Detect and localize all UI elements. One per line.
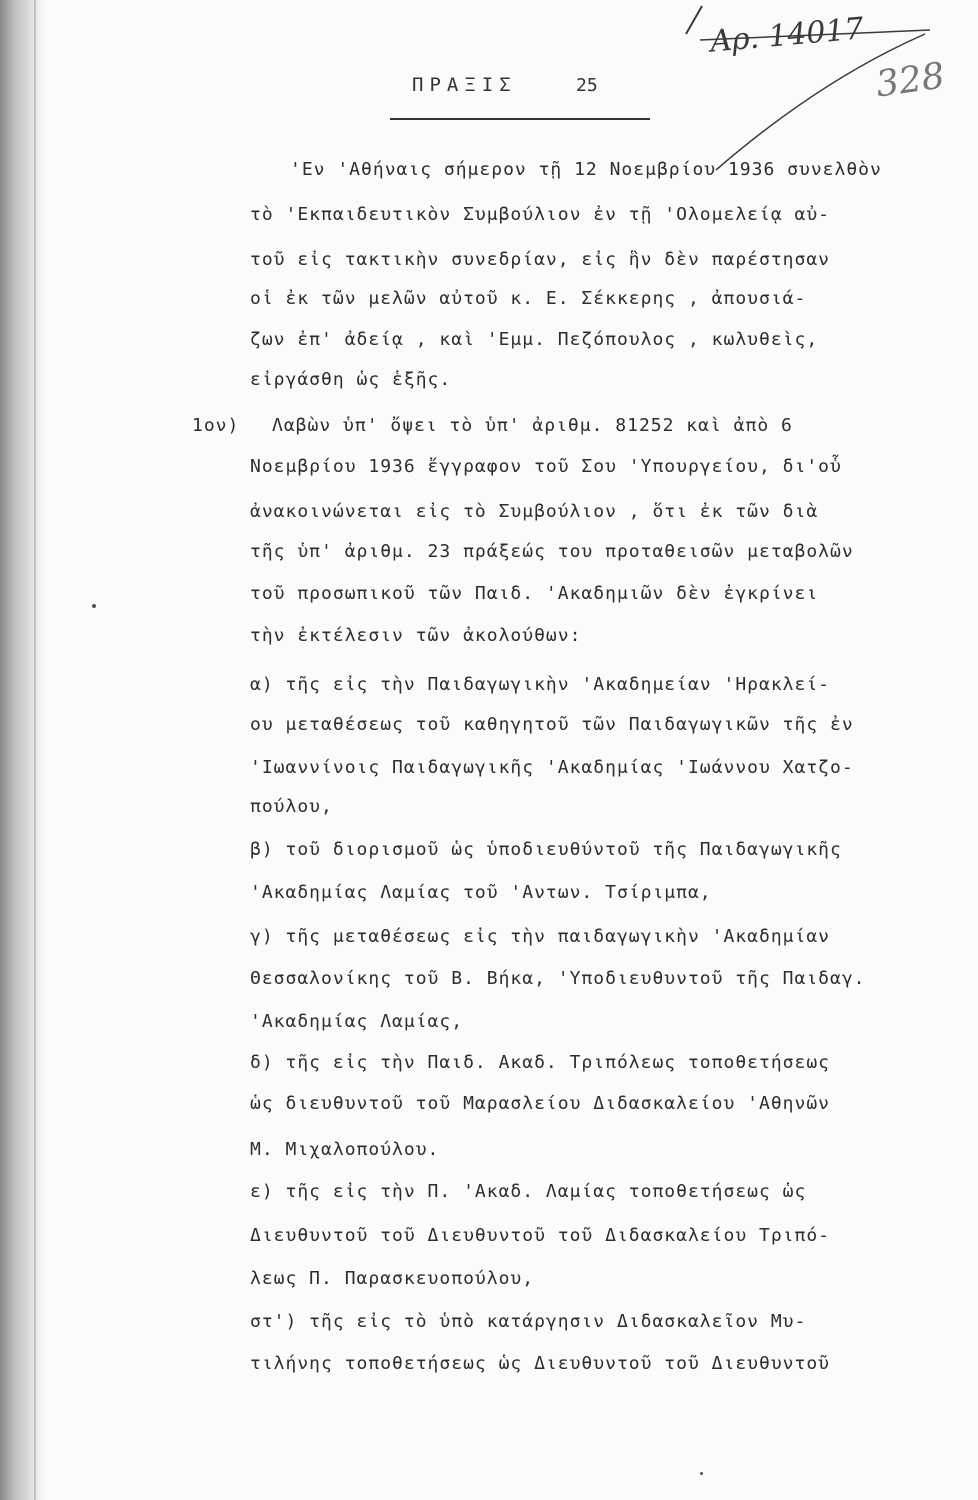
margin-speck — [700, 1472, 703, 1475]
text-line: Μ. Μιχαλοπούλου. — [250, 1139, 440, 1160]
text-line: ε) τῆς εἰς τὴν Π. 'Ακαδ. Λαμίας τοποθετήσεως ὡς — [250, 1181, 807, 1202]
item-number: 1ον) — [192, 415, 240, 436]
document-title: ΠΡΑΞΙΣ — [412, 74, 517, 96]
text-line: τὴν ἐκτέλεσιν τῶν ἀκολούθων: — [250, 625, 582, 646]
text-line: δ) τῆς εἰς τὴν Παιδ. Ακαδ. Τριπόλεως τοποθετήσεως — [250, 1052, 831, 1073]
text-line: 'Εν 'Αθήναις σήμερον τῇ 12 Νοεμβρίου 1936 συνελθὸν — [290, 159, 882, 180]
stamp-slash-stroke — [686, 6, 702, 34]
text-line: στ') τῆς εἰς τὸ ὑπὸ κατάργησιν Διδασκαλεῖον Μυ- — [250, 1311, 807, 1332]
text-line: τοῦ προσωπικοῦ τῶν Παιδ. 'Ακαδημιῶν δὲν ἐγκρίνει — [250, 583, 819, 604]
text-line: τὸ 'Εκπαιδευτικὸν Συμβούλιον ἐν τῇ 'Ολομελείᾳ αὐ- — [250, 204, 831, 225]
text-line: ζων ἐπ' ἀδείᾳ , καὶ 'Εμμ. Πεζόπουλος , κωλυθεὶς, — [250, 329, 819, 350]
text-line: εἰργάσθη ὡς ἑξῆς. — [250, 369, 452, 390]
text-line: ου μεταθέσεως τοῦ καθηγητοῦ τῶν Παιδαγωγικῶν τῆς ἐν — [250, 714, 854, 735]
text-line: Θεσσαλονίκης τοῦ Β. Βήκα, 'Υποδιευθυντοῦ τῆς Παιδαγ. — [250, 968, 866, 989]
text-line: τῆς ὑπ' ἀριθμ. 23 πράξεώς του προταθεισῶν μεταβολῶν — [250, 541, 854, 562]
protocol-number-stamp: Αρ. 14017 — [708, 11, 866, 60]
text-line: λεως Π. Παρασκευοπούλου, — [250, 1268, 535, 1289]
margin-speck — [92, 604, 96, 608]
text-line: Νοεμβρίου 1936 ἔγγραφον τοῦ Σου 'Υπουργείου, δι'οὗ — [250, 456, 842, 477]
page-number-handwritten: 328 — [873, 55, 948, 106]
text-line: β) τοῦ διορισμοῦ ὡς ὑποδιευθύντοῦ τῆς Παιδαγωγικῆς — [250, 839, 842, 860]
text-line: ὡς διευθυντοῦ τοῦ Μαρασλείου Διδασκαλείου 'Αθηνῶν — [250, 1093, 831, 1114]
text-line: τοῦ εἰς τακτικὴν συνεδρίαν, εἰς ἣν δὲν παρέστησαν — [250, 249, 831, 270]
text-line: Λαβὼν ὑπ' ὄψει τὸ ὑπ' ἀριθμ. 81252 καὶ ἀπὸ 6 — [272, 415, 793, 436]
text-line: πούλου, — [250, 796, 333, 817]
text-line: 'Ακαδημίας Λαμίας τοῦ 'Αντων. Τσίριμπα, — [250, 882, 712, 903]
text-line: οἱ ἐκ τῶν μελῶν αὐτοῦ κ. Ε. Σέκκερης , ἀπουσιά- — [250, 288, 807, 309]
text-line: τιλήνης τοποθετήσεως ὡς Διευθυντοῦ τοῦ Διευθυντοῦ — [250, 1353, 831, 1374]
text-line: α) τῆς εἰς τὴν Παιδαγωγικὴν 'Ακαδημείαν 'Ηρακλεί- — [250, 674, 831, 695]
text-line: Διευθυντοῦ τοῦ Διευθυντοῦ τοῦ Διδασκαλείου Τριπό- — [250, 1225, 831, 1246]
text-line: 'Ακαδημίας Λαμίας, — [250, 1011, 464, 1032]
title-underline — [390, 118, 650, 120]
text-line: γ) τῆς μεταθέσεως εἰς τὴν παιδαγωγικὴν 'Ακαδημίαν — [250, 926, 831, 947]
text-line: ἀνακοινώνεται εἰς τὸ Συμβούλιον , ὅτι ἐκ τῶν διὰ — [250, 501, 819, 522]
document-number: 25 — [576, 75, 598, 96]
text-line: 'Ιωαννίνοις Παιδαγωγικῆς 'Ακαδημίας 'Ιωάννου Χατζο- — [250, 757, 854, 778]
